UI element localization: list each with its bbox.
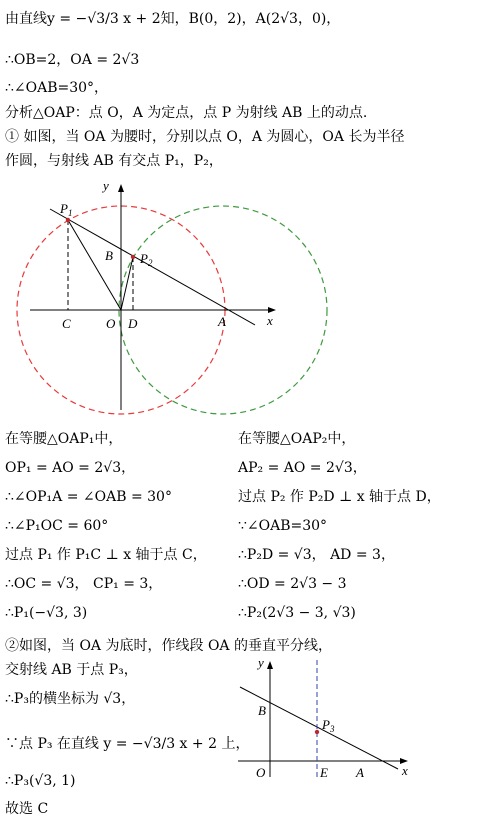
part2-line-3: ∴P₃的横坐标为 √3，: [5, 691, 136, 707]
label-y: y: [258, 655, 264, 670]
text-line-4: 分析△OAP：点 O，A 为定点，点 P 为射线 AB 上的动点.: [5, 105, 368, 121]
label-B: B: [105, 248, 113, 263]
part2-line-6: 故选 C: [5, 801, 49, 817]
right-line: ∴OD = 2√3 − 3: [238, 576, 347, 592]
part2-line-5: ∴P₃(√3, 1): [5, 773, 76, 789]
right-line: 在等腰△OAP₂中，: [238, 431, 356, 447]
point-P1: [66, 218, 70, 222]
right-line: ∴P₂(2√3 − 3, √3): [238, 605, 356, 621]
right-line: ∵∠OAB=30°: [238, 518, 328, 534]
figure-2: [230, 655, 420, 785]
label-O: O: [106, 316, 116, 331]
label-y: y: [103, 178, 109, 193]
text-line-2: ∴OB=2，OA = 2√3: [5, 52, 140, 68]
label-P1: $P_1$: [60, 201, 73, 218]
left-line: ∴∠OP₁A = ∠OAB = 30°: [5, 489, 172, 505]
label-O: O: [256, 765, 266, 780]
left-line: ∴∠P₁OC = 60°: [5, 518, 109, 534]
left-line: OP₁ = AO = 2√3，: [5, 460, 136, 476]
part2-line-4: ∵点 P₃ 在直线 y = −√3/3 x + 2 上，: [5, 736, 250, 752]
segment-OP1: [68, 220, 121, 310]
label-A: A: [356, 765, 364, 780]
point-P2: [131, 255, 135, 259]
label-P2: $P_2$: [140, 251, 153, 268]
left-line: ∴OC = √3， CP₁ = 3，: [5, 576, 163, 592]
point-P3: [315, 730, 319, 734]
label-E: E: [320, 765, 328, 780]
label-x: x: [267, 313, 273, 328]
y-axis-arrow: [267, 661, 273, 669]
text-line-1: 由直线y = −√3/3 x + 2知，B(0，2)，A(2√3，0)，: [5, 11, 341, 27]
label-A: A: [218, 314, 226, 329]
label-x: x: [402, 763, 408, 778]
right-line: ∴P₂D = √3， AD = 3，: [238, 547, 395, 563]
part2-line-1: ②如图，当 OA 为底时，作线段 OA 的垂直平分线，: [5, 638, 332, 654]
line-AB: [50, 209, 255, 325]
part2-line-2: 交射线 AB 于点 P₃，: [5, 662, 138, 678]
text-line-5: ① 如图，当 OA 为腰时，分别以点 O，A 为圆心，OA 长为半径: [5, 129, 405, 145]
left-line: 在等腰△OAP₁中，: [5, 431, 123, 447]
right-line: AP₂ = AO = 2√3，: [238, 460, 367, 476]
left-line: 过点 P₁ 作 P₁C ⊥ x 轴于点 C，: [5, 547, 207, 563]
left-line: ∴P₁(−√3, 3): [5, 605, 88, 621]
y-axis-arrow: [118, 184, 124, 192]
label-P3: $P_3$: [322, 717, 335, 734]
text-line-3: ∴∠OAB=30°，: [5, 80, 109, 96]
figure-1: [0, 170, 501, 430]
right-line: 过点 P₂ 作 P₂D ⊥ x 轴于点 D，: [238, 489, 441, 505]
label-D: D: [128, 316, 138, 331]
label-B: B: [258, 703, 266, 718]
text-line-6: 作圆，与射线 AB 有交点 P₁，P₂，: [5, 153, 223, 169]
label-C: C: [62, 316, 71, 331]
line-AB: [240, 687, 398, 769]
